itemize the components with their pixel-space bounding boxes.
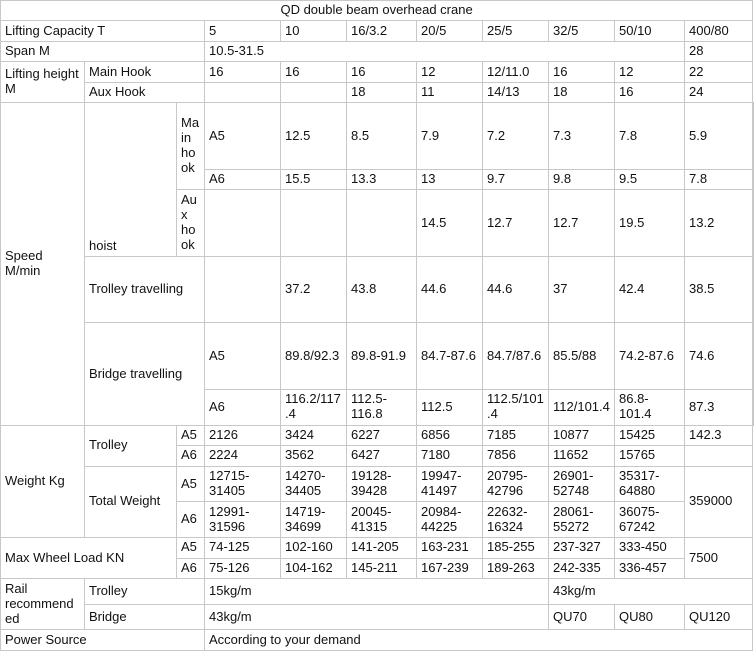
cell-trolley-travelling-1: 37.2: [281, 256, 347, 323]
work-duty-a5-bridge: A5: [205, 323, 281, 390]
cell-lifting-capacity-3: 16/3.2: [347, 21, 417, 41]
table-row-rail-trolley: [1, 579, 754, 605]
cell-lifting-capacity-5: 25/5: [483, 21, 549, 41]
row-label-aux-hook: Aux Hook: [85, 82, 205, 102]
cell-trolley-travelling-5: 37: [549, 256, 615, 323]
cell-trolley-weight-a5-1: 2126: [205, 425, 281, 445]
cell-wheel-load-a5-2: 102-160: [281, 538, 347, 558]
table-row-power-source: [1, 630, 754, 651]
cell-total-weight-a5-7: 35317-64880: [615, 466, 685, 502]
cell-trolley-weight-a6-6: 11652: [549, 446, 615, 466]
cell-wheel-load-a6-6: 242-335: [549, 558, 615, 578]
cell-trolley-weight-a5-7: 15425: [615, 425, 685, 445]
cell-wheel-load-a6-1: 75-126: [205, 558, 281, 578]
row-label-hoist-main-hook: Main hook: [177, 103, 205, 190]
cell-bridge-a6-4: 112.5/101.4: [483, 389, 549, 425]
cell-wheel-load-last: 7500: [685, 538, 753, 579]
row-label-lifting-height: Lifting height M: [1, 62, 85, 103]
cell-bridge-a5-7: 74.6: [685, 323, 753, 390]
cell-total-weight-a6-4: 20984-44225: [417, 502, 483, 538]
cell-trolley-weight-a6-7: 15765: [615, 446, 685, 466]
cell-total-weight-a5-6: 26901-52748: [549, 466, 615, 502]
cell-lh-aux-2: [281, 82, 347, 102]
cell-rail-bridge-left: 43kg/m: [205, 604, 549, 630]
row-label-span: Span M: [1, 41, 205, 61]
table-row-max-wheel-load-a5: [1, 538, 754, 558]
cell-trolley-weight-a5-5: 7185: [483, 425, 549, 445]
cell-total-weight-a6-3: 20045-41315: [347, 502, 417, 538]
table-row-lifting-height-aux: [1, 82, 754, 102]
cell-bridge-a5-2: 89.8-91.9: [347, 323, 417, 390]
row-label-power-source: Power Source: [1, 630, 205, 651]
cell-hoist-main-a5-1: 12.5: [281, 103, 347, 170]
cell-hoist-aux-5: 12.7: [549, 190, 615, 257]
cell-rail-bridge-qu120: QU120: [685, 604, 753, 630]
cell-trolley-weight-a6-4: 7180: [417, 446, 483, 466]
cell-lifting-capacity-2: 10: [281, 21, 347, 41]
cell-bridge-a6-7: 87.3: [685, 389, 753, 425]
cell-lh-aux-3: 18: [347, 82, 417, 102]
cell-total-weight-a6-7: 36075-67242: [615, 502, 685, 538]
cell-hoist-aux-4: 12.7: [483, 190, 549, 257]
cell-bridge-a6-2: 112.5-116.8: [347, 389, 417, 425]
cell-lh-main-2: 16: [281, 62, 347, 82]
cell-hoist-main-a6-1: 15.5: [281, 169, 347, 189]
table-row-title: [1, 1, 754, 21]
cell-bridge-a6-6: 86.8-101.4: [615, 389, 685, 425]
cell-lh-aux-8: 24: [685, 82, 753, 102]
cell-hoist-main-a6-7: 7.8: [685, 169, 753, 189]
cell-wheel-load-a5-3: 141-205: [347, 538, 417, 558]
cell-lifting-capacity-4: 20/5: [417, 21, 483, 41]
table-row-hoist-main-a5: [1, 103, 754, 170]
cell-hoist-aux-6: 19.5: [615, 190, 685, 257]
row-label-rail-bridge: Bridge: [85, 604, 205, 630]
cell-hoist-main-a6-3: 13: [417, 169, 483, 189]
cell-total-weight-last: 359000: [685, 466, 753, 538]
work-duty-trolley-travelling: [205, 256, 281, 323]
cell-hoist-aux-8: [753, 190, 754, 257]
cell-lh-aux-7: 16: [615, 82, 685, 102]
cell-lh-main-6: 16: [549, 62, 615, 82]
row-label-main-hook: Main Hook: [85, 62, 205, 82]
cell-lifting-capacity-1: 5: [205, 21, 281, 41]
row-label-rail-recommended: Rail recommended: [1, 579, 85, 630]
cell-wheel-load-a5-5: 185-255: [483, 538, 549, 558]
cell-trolley-travelling-7: 38.5: [685, 256, 753, 323]
cell-rail-trolley-left: 15kg/m: [205, 579, 549, 605]
cell-trolley-weight-a6-5: 7856: [483, 446, 549, 466]
table-row-trolley-travelling: [1, 256, 754, 323]
cell-lifting-capacity-8: 400/80: [685, 21, 753, 41]
work-duty-a5-wheel-load: A5: [177, 538, 205, 558]
page-title: QD double beam overhead crane: [1, 1, 753, 21]
cell-total-weight-a5-3: 19128-39428: [347, 466, 417, 502]
row-label-trolley-travelling: Trolley travelling: [85, 256, 205, 323]
cell-bridge-a5-4: 84.7/87.6: [483, 323, 549, 390]
table-row-trolley-weight-a5: [1, 425, 754, 445]
cell-wheel-load-a6-3: 145-211: [347, 558, 417, 578]
work-duty-a5-hoist-main: A5: [205, 103, 281, 170]
cell-lh-main-4: 12: [417, 62, 483, 82]
cell-power-source-value: According to your demand: [205, 630, 753, 651]
table-row-rail-bridge: [1, 604, 754, 630]
work-duty-a6-total-weight: A6: [177, 502, 205, 538]
cell-wheel-load-a6-2: 104-162: [281, 558, 347, 578]
cell-trolley-weight-a5-3: 6227: [347, 425, 417, 445]
cell-lh-main-5: 12/11.0: [483, 62, 549, 82]
cell-lh-main-8: 22: [685, 62, 753, 82]
cell-lifting-capacity-6: 32/5: [549, 21, 615, 41]
cell-total-weight-a6-6: 28061-55272: [549, 502, 615, 538]
row-label-hoist: hoist: [85, 103, 177, 256]
cell-wheel-load-a6-4: 167-239: [417, 558, 483, 578]
cell-lh-main-3: 16: [347, 62, 417, 82]
cell-wheel-load-a6-7: 336-457: [615, 558, 685, 578]
row-label-total-weight: Total Weight: [85, 466, 177, 538]
cell-total-weight-a6-2: 14719-34699: [281, 502, 347, 538]
cell-hoist-main-a5-8: [753, 103, 754, 170]
table-row-lifting-height-main: [1, 62, 754, 82]
cell-trolley-weight-a6-3: 6427: [347, 446, 417, 466]
row-label-bridge-travelling: Bridge travelling: [85, 323, 205, 425]
cell-trolley-weight-a5-6: 10877: [549, 425, 615, 445]
cell-span-last: 28: [685, 41, 753, 61]
cell-bridge-a6-5: 112/101.4: [549, 389, 615, 425]
cell-lh-main-1: 16: [205, 62, 281, 82]
row-label-speed: Speed M/min: [1, 103, 85, 425]
cell-lh-aux-5: 14/13: [483, 82, 549, 102]
cell-trolley-weight-a5-2: 3424: [281, 425, 347, 445]
table-row-span: [1, 41, 754, 61]
row-label-trolley-weight: Trolley: [85, 425, 177, 466]
cell-hoist-main-a5-4: 7.2: [483, 103, 549, 170]
row-label-lifting-capacity: Lifting Capacity T: [1, 21, 205, 41]
cell-total-weight-a5-4: 19947-41497: [417, 466, 483, 502]
cell-trolley-travelling-3: 44.6: [417, 256, 483, 323]
cell-lh-aux-6: 18: [549, 82, 615, 102]
cell-hoist-main-a6-2: 13.3: [347, 169, 417, 189]
cell-bridge-a6-3: 112.5: [417, 389, 483, 425]
cell-trolley-weight-a6-1: 2224: [205, 446, 281, 466]
cell-bridge-a5-8: [753, 323, 754, 390]
cell-lifting-capacity-7: 50/10: [615, 21, 685, 41]
cell-rail-trolley-right: 43kg/m: [549, 579, 753, 605]
cell-hoist-main-a6-8: [753, 169, 754, 189]
cell-hoist-aux-3: 14.5: [417, 190, 483, 257]
cell-lh-aux-1: [205, 82, 281, 102]
cell-bridge-a5-3: 84.7-87.6: [417, 323, 483, 390]
work-duty-hoist-aux: [205, 190, 281, 257]
cell-bridge-a5-6: 74.2-87.6: [615, 323, 685, 390]
work-duty-a6-trolley-weight: A6: [177, 446, 205, 466]
cell-total-weight-a5-5: 20795-42796: [483, 466, 549, 502]
cell-trolley-weight-a5-8: 142.3: [685, 425, 753, 445]
cell-rail-bridge-qu70: QU70: [549, 604, 615, 630]
cell-hoist-main-a5-3: 7.9: [417, 103, 483, 170]
cell-hoist-main-a5-7: 5.9: [685, 103, 753, 170]
cell-trolley-travelling-6: 42.4: [615, 256, 685, 323]
cell-trolley-weight-a5-4: 6856: [417, 425, 483, 445]
cell-hoist-main-a6-5: 9.8: [549, 169, 615, 189]
cell-total-weight-a6-1: 12991-31596: [205, 502, 281, 538]
cell-lh-aux-4: 11: [417, 82, 483, 102]
table-row-lifting-capacity: [1, 21, 754, 41]
cell-trolley-weight-a6-2: 3562: [281, 446, 347, 466]
cell-wheel-load-a5-4: 163-231: [417, 538, 483, 558]
row-label-weight: Weight Kg: [1, 425, 85, 538]
cell-bridge-a5-1: 89.8/92.3: [281, 323, 347, 390]
cell-hoist-aux-2: [347, 190, 417, 257]
cell-wheel-load-a6-5: 189-263: [483, 558, 549, 578]
row-label-hoist-aux-hook: Aux hook: [177, 190, 205, 257]
cell-hoist-main-a5-5: 7.3: [549, 103, 615, 170]
cell-wheel-load-a5-6: 237-327: [549, 538, 615, 558]
cell-wheel-load-a5-1: 74-125: [205, 538, 281, 558]
row-label-max-wheel-load: Max Wheel Load KN: [1, 538, 177, 579]
work-duty-a6-bridge: A6: [205, 389, 281, 425]
work-duty-a6-wheel-load: A6: [177, 558, 205, 578]
cell-bridge-a6-8: [753, 389, 754, 425]
work-duty-a5-total-weight: A5: [177, 466, 205, 502]
table-row-bridge-a5: [1, 323, 754, 390]
cell-trolley-travelling-2: 43.8: [347, 256, 417, 323]
cell-hoist-aux-7: 13.2: [685, 190, 753, 257]
work-duty-a6-hoist-main: A6: [205, 169, 281, 189]
work-duty-a5-trolley-weight: A5: [177, 425, 205, 445]
cell-trolley-weight-a6-8: [685, 446, 753, 466]
cell-wheel-load-a5-7: 333-450: [615, 538, 685, 558]
cell-hoist-main-a5-6: 7.8: [615, 103, 685, 170]
row-label-rail-trolley: Trolley: [85, 579, 205, 605]
cell-rail-bridge-qu80: QU80: [615, 604, 685, 630]
cell-lh-main-7: 12: [615, 62, 685, 82]
cell-total-weight-a5-1: 12715-31405: [205, 466, 281, 502]
cell-hoist-main-a6-4: 9.7: [483, 169, 549, 189]
cell-total-weight-a5-2: 14270-34405: [281, 466, 347, 502]
cell-bridge-a5-5: 85.5/88: [549, 323, 615, 390]
cell-total-weight-a6-5: 22632-16324: [483, 502, 549, 538]
cell-trolley-travelling-4: 44.6: [483, 256, 549, 323]
cell-hoist-aux-1: [281, 190, 347, 257]
cell-trolley-travelling-8: [753, 256, 754, 323]
cell-bridge-a6-1: 116.2/117.4: [281, 389, 347, 425]
cell-hoist-main-a5-2: 8.5: [347, 103, 417, 170]
cell-span-range: 10.5-31.5: [205, 41, 685, 61]
cell-hoist-main-a6-6: 9.5: [615, 169, 685, 189]
